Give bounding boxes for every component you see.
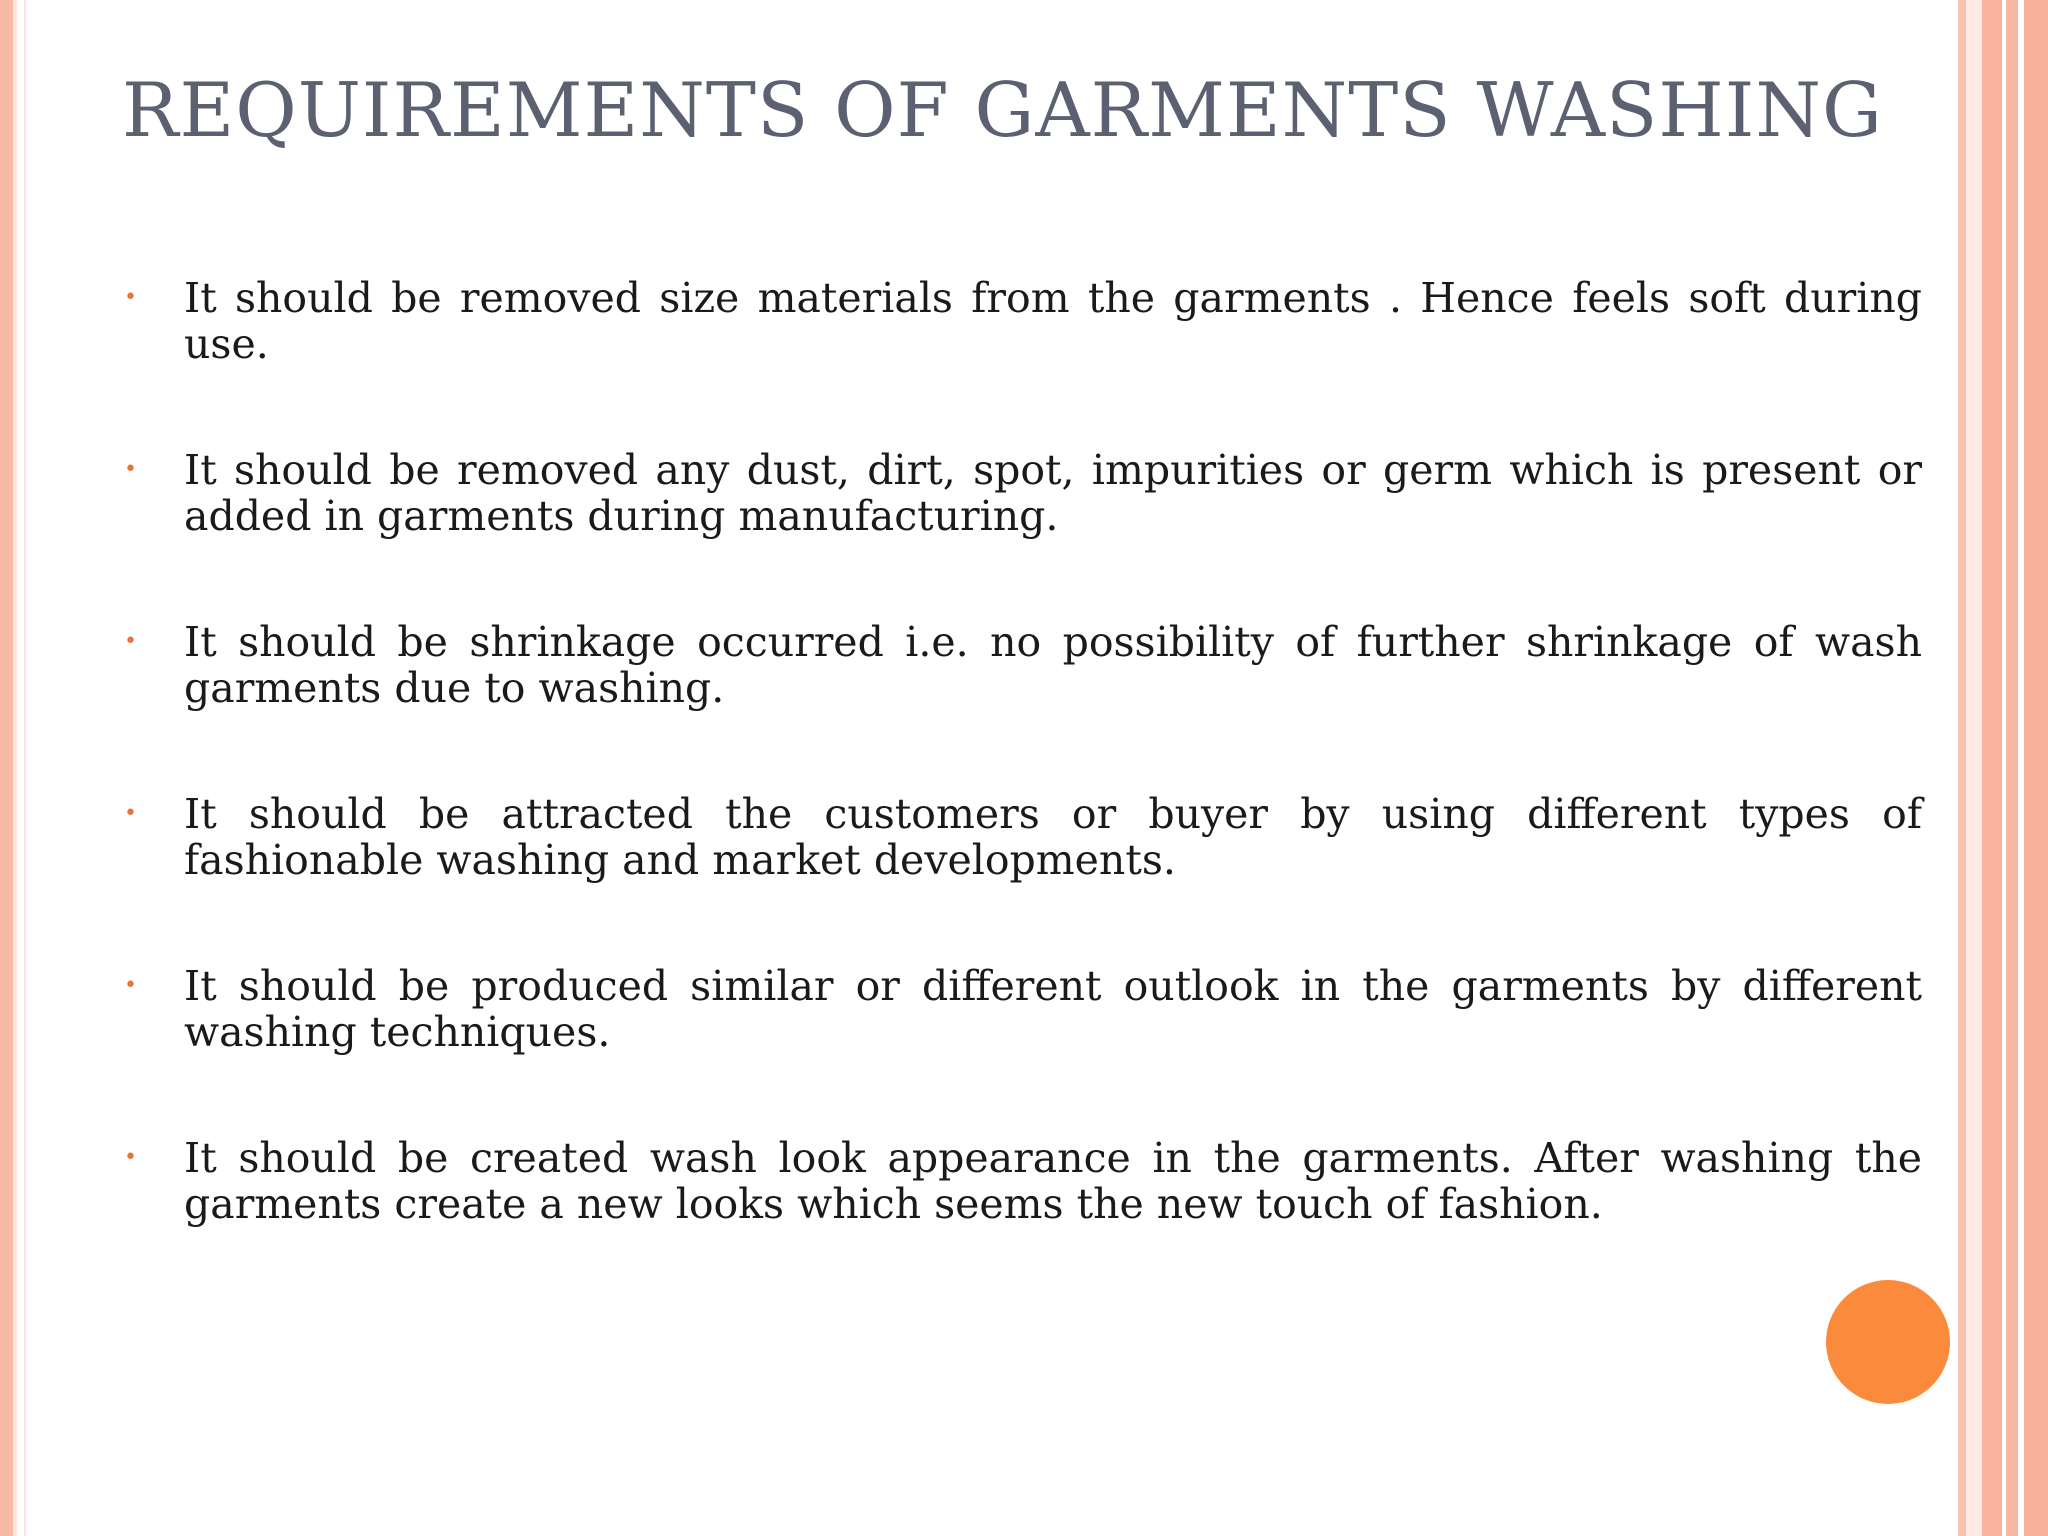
bullet-icon: • xyxy=(124,973,137,998)
bullet-item xyxy=(120,1135,1922,1227)
right-border-band xyxy=(1966,0,1982,1536)
bullet-text: It should be created wash look appearance in the garments. After washing the garments create a new looks which seems the new touch of fashion. xyxy=(184,1134,1922,1228)
bullet-item xyxy=(120,447,1922,539)
bullet-icon: • xyxy=(124,801,137,826)
left-border-stripe xyxy=(0,0,13,1536)
bullet-icon: • xyxy=(124,1145,137,1170)
left-border-line xyxy=(24,0,26,1536)
bullet-text: It should be removed any dust, dirt, spot, impurities or germ which is present or added in garments during manufacturing. xyxy=(184,446,1922,540)
right-border-thick-stripe xyxy=(1982,0,2002,1536)
bullet-text: It should be attracted the customers or buyer by using different types of fashionable washing and market developments. xyxy=(184,790,1922,884)
decorative-circle-icon xyxy=(1826,1280,1950,1404)
bullet-icon: • xyxy=(124,629,137,654)
bullet-item xyxy=(120,619,1922,711)
bullet-text: It should be produced similar or different outlook in the garments by different washing techniques. xyxy=(184,962,1922,1056)
right-border-line xyxy=(1958,0,1966,1536)
bullet-list xyxy=(120,275,1922,1307)
bullet-icon: • xyxy=(124,457,137,482)
bullet-text: It should be shrinkage occurred i.e. no possibility of further shrinkage of wash garments due to washing. xyxy=(184,618,1922,712)
slide-title: REQUIREMENTS OF GARMENTS WASHING xyxy=(122,66,1883,154)
right-border-thin-stripe xyxy=(2006,0,2018,1536)
bullet-icon: • xyxy=(124,285,137,310)
left-border-inner-stripe xyxy=(13,0,17,1536)
bullet-item xyxy=(120,963,1922,1055)
bullet-item xyxy=(120,791,1922,883)
bullet-item xyxy=(120,275,1922,367)
right-border-end-stripe xyxy=(2024,0,2048,1536)
bullet-text: It should be removed size materials from the garments . Hence feels soft during use. xyxy=(184,274,1922,368)
